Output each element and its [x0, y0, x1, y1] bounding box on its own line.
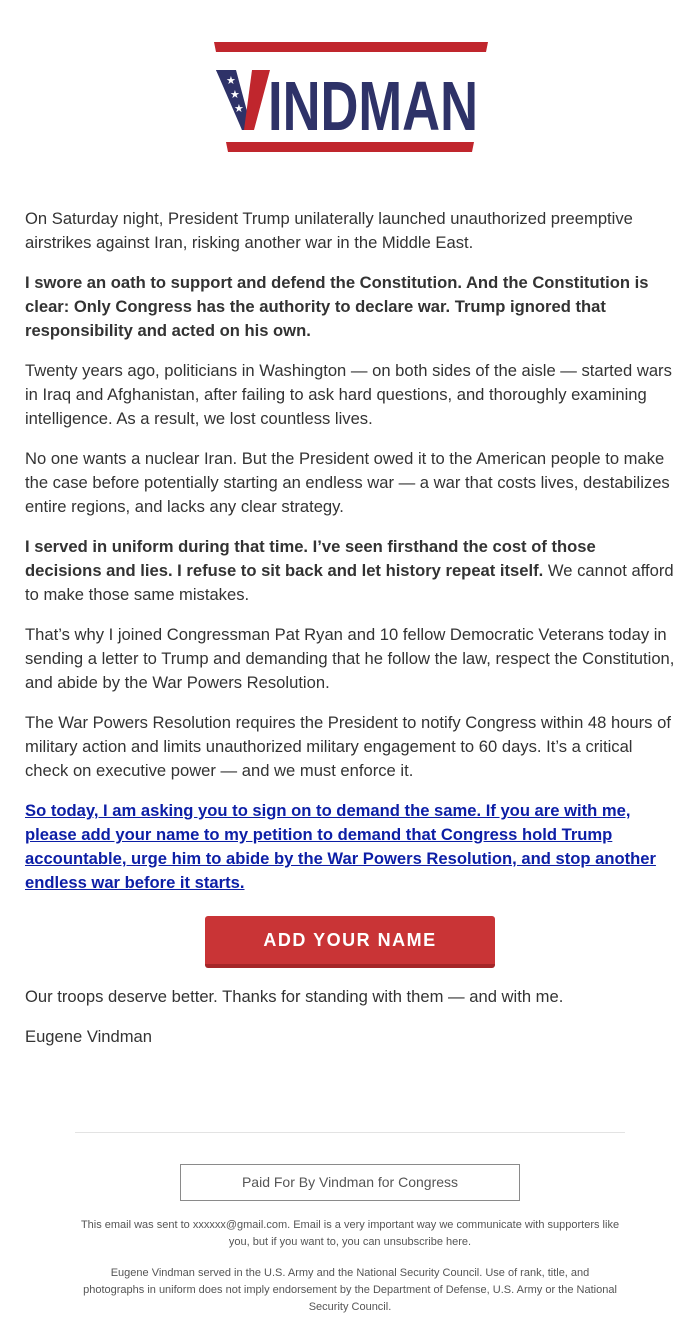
recipient-email[interactable]: xxxxxx@gmail.com — [192, 1219, 288, 1231]
logo-star-icon: ★ — [230, 88, 240, 101]
paragraph-war-powers: The War Powers Resolution requires the President to notify Congress within 48 hours of military action and limits unauthorized military engagement to 60 days. It’s a critical check on executive power — and we must enforce it. — [25, 713, 671, 780]
logo-top-stripe — [214, 42, 488, 52]
paragraph-served-rest: We cannot afford to make those same mistakes. — [25, 561, 674, 604]
closing-section — [25, 985, 675, 1065]
footer-sent-notice: This email was sent to xxxxxx@gmail.com. Email is a very important way we communicate with supporters like you, but if you want to, you can unsubscribe here. — [80, 1219, 620, 1248]
signature: Eugene Vindman — [25, 1027, 153, 1046]
footer-divider — [75, 1132, 625, 1133]
paragraph-oath: I swore an oath to support and defend the Constitution. And the Constitution is clear: Only Congress has the authority to declare war. Trump ignored that responsibility and acted on his own. — [25, 273, 649, 340]
paragraph-nuclear-iran: No one wants a nuclear Iran. But the President owed it to the American people to make the case before potentially starting an endless war — a war that costs lives, destabilizes entire regions, and lacks any clear strategy. — [25, 449, 670, 516]
button-row — [0, 916, 700, 968]
petition-link[interactable]: So today, I am asking you to sign on to demand the same. If you are with me, please add your name to my petition to demand that Congress hold Trump accountable, urge him to abide by the War Powers Resolution, and stop another endless war before it starts. — [25, 801, 656, 892]
logo-v-red — [244, 70, 270, 130]
vindman-logo — [212, 42, 488, 154]
logo-wordmark: INDMAN — [268, 67, 478, 145]
unsubscribe-link[interactable]: unsubscribe here — [383, 1236, 469, 1248]
paragraph-served — [25, 535, 675, 607]
paid-for-box: Paid For By Vindman for Congress — [180, 1164, 520, 1201]
logo-star-icon: ★ — [234, 102, 244, 115]
paragraph-served-bold: I served in uniform during that time. I’ve seen firsthand the cost of those decisions and lies. I refuse to sit back and let history repeat itself. — [25, 537, 596, 580]
footer-disclaimer: Eugene Vindman served in the U.S. Army and the National Security Council. Use of rank, title, and photographs in uniform does not imply endorsement by the Department of Defense, U.S. Army or the National Security Council. — [83, 1267, 617, 1313]
paragraph-letter: That’s why I joined Congressman Pat Ryan and 10 fellow Democratic Veterans today in sending a letter to Trump and demanding that he follow the law, respect the Constitution, and abide by the War Powers Resolution. — [25, 625, 675, 692]
closing-line: Our troops deserve better. Thanks for standing with them — and with me. — [25, 987, 564, 1006]
logo-graphic — [212, 42, 488, 154]
paragraph-intro: On Saturday night, President Trump unilaterally launched unauthorized preemptive airstrikes against Iran, risking another war in the Middle East. — [25, 209, 633, 252]
email-body — [25, 207, 675, 911]
logo-star-icon: ★ — [226, 74, 236, 87]
add-your-name-button[interactable]: ADD YOUR NAME — [205, 916, 495, 968]
paragraph-history: Twenty years ago, politicians in Washington — on both sides of the aisle — started wars in Iraq and Afghanistan, after failing to ask hard questions, and thoroughly examining intelligence. As a result, we lost countless lives. — [25, 361, 672, 428]
cta-paragraph — [25, 799, 675, 895]
